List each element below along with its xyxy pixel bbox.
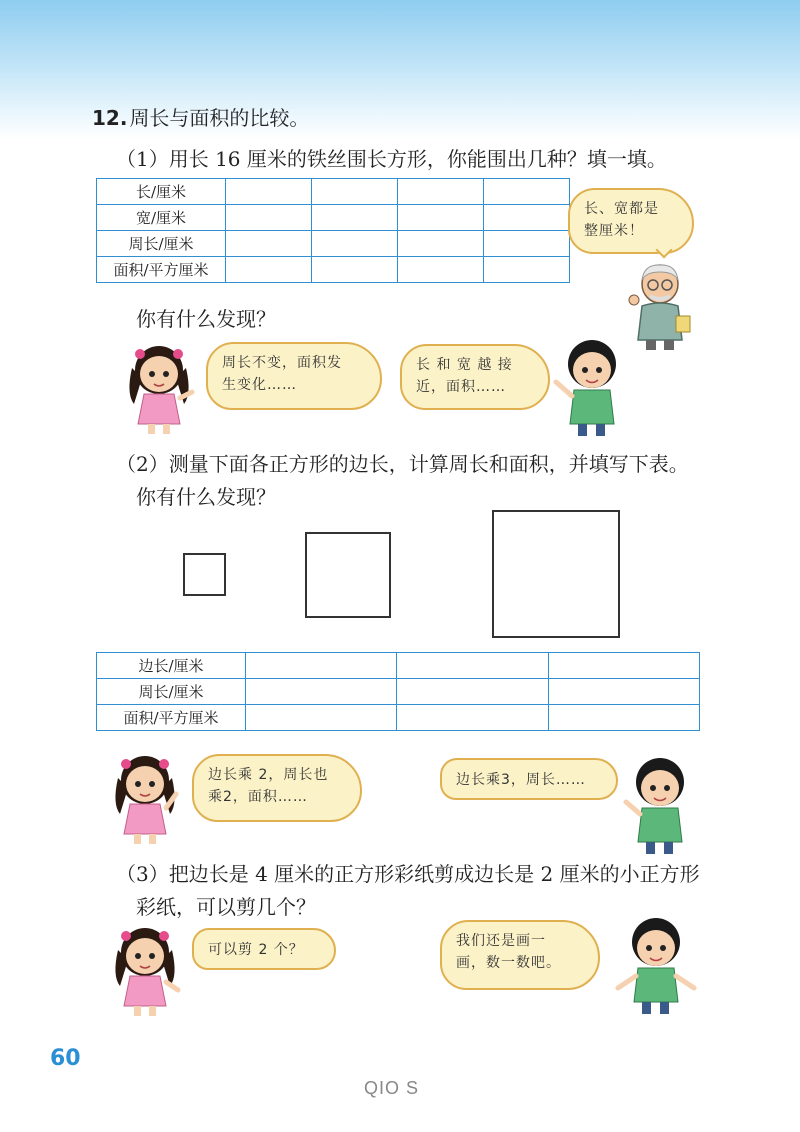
blank-cell[interactable] <box>397 653 548 679</box>
small-square <box>183 553 226 596</box>
question-2-line-2: 你有什么发现？ <box>136 485 276 509</box>
girl-figure <box>118 338 200 438</box>
girl-figure <box>104 748 186 848</box>
blank-cell[interactable] <box>398 205 484 231</box>
table-squares <box>96 652 700 731</box>
problem-title-text: 周长与面积的比较。 <box>129 106 310 130</box>
bubble-line: 边长乘 2，周长也 <box>208 767 329 783</box>
blank-cell[interactable] <box>226 179 312 205</box>
row-label: 宽/厘米 <box>97 205 226 231</box>
blank-cell[interactable] <box>226 231 312 257</box>
blank-cell[interactable] <box>312 179 398 205</box>
blank-cell[interactable] <box>397 705 548 731</box>
row-label: 周长/厘米 <box>97 231 226 257</box>
blank-cell[interactable] <box>484 257 570 283</box>
table-row <box>97 705 700 731</box>
question-2-line-1: （2）测量下面各正方形的边长，计算周长和面积，并填写下表。 <box>116 452 689 476</box>
blank-cell[interactable] <box>226 205 312 231</box>
question-1: （1）用长 16 厘米的铁丝围长方形，你能围出几种？填一填。 <box>116 147 667 171</box>
bubble-line: 边长乘3，周长…… <box>456 772 586 788</box>
girl-figure <box>104 920 186 1020</box>
row-label: 边长/厘米 <box>97 653 246 679</box>
question-3-line-1: （3）把边长是 4 厘米的正方形彩纸剪成边长是 2 厘米的小正方形 <box>116 862 700 886</box>
table-row <box>97 205 570 231</box>
table-row <box>97 257 570 283</box>
problem-title <box>92 102 309 131</box>
blank-cell[interactable] <box>484 179 570 205</box>
row-label: 周长/厘米 <box>97 679 246 705</box>
row-label: 面积/平方厘米 <box>97 705 246 731</box>
boy-speech-bubble-2 <box>440 758 618 800</box>
bubble-line: 可以剪 2 个？ <box>208 942 304 958</box>
blank-cell[interactable] <box>398 179 484 205</box>
blank-cell[interactable] <box>226 257 312 283</box>
discover-prompt: 你有什么发现？ <box>136 307 276 331</box>
boy-speech-bubble-3 <box>440 920 600 990</box>
row-label: 面积/平方厘米 <box>97 257 226 283</box>
girl-speech-bubble-1 <box>206 342 382 410</box>
blank-cell[interactable] <box>312 205 398 231</box>
bubble-line: 近，面积…… <box>416 379 506 395</box>
blank-cell[interactable] <box>548 705 699 731</box>
blank-cell[interactable] <box>484 231 570 257</box>
bubble-line: 我们还是画一 <box>456 933 546 949</box>
boy-figure <box>548 332 634 440</box>
problem-number: 12. <box>92 106 128 130</box>
blank-cell[interactable] <box>246 705 397 731</box>
blank-cell[interactable] <box>246 653 397 679</box>
medium-square <box>305 532 391 618</box>
blank-cell[interactable] <box>398 231 484 257</box>
blank-cell[interactable] <box>548 679 699 705</box>
table-row <box>97 179 570 205</box>
blank-cell[interactable] <box>246 679 397 705</box>
bubble-line: 整厘米！ <box>584 223 644 239</box>
girl-speech-bubble-3 <box>192 928 336 970</box>
bubble-line: 乘2，面积…… <box>208 789 308 805</box>
teacher-speech-bubble <box>568 188 694 254</box>
blank-cell[interactable] <box>398 257 484 283</box>
blank-cell[interactable] <box>397 679 548 705</box>
boy-speech-bubble-1 <box>400 344 550 410</box>
blank-cell[interactable] <box>312 257 398 283</box>
bubble-line: 长、宽都是 <box>584 201 659 217</box>
bubble-line: 长 和 宽 越 接 <box>416 357 513 373</box>
boy-figure <box>616 750 702 858</box>
table-row <box>97 653 700 679</box>
bubble-line: 画，数一数吧。 <box>456 955 561 971</box>
table-row <box>97 231 570 257</box>
bubble-line: 周长不变，面积发 <box>222 355 342 371</box>
blank-cell[interactable] <box>484 205 570 231</box>
boy-figure <box>610 910 700 1018</box>
blank-cell[interactable] <box>312 231 398 257</box>
table-row <box>97 679 700 705</box>
bubble-line: 生变化…… <box>222 377 297 393</box>
table-rectangles <box>96 178 570 283</box>
row-label: 长/厘米 <box>97 179 226 205</box>
page-number: 60 <box>50 1046 81 1071</box>
girl-speech-bubble-2 <box>192 754 362 822</box>
question-3-line-2: 彩纸，可以剪几个？ <box>136 895 316 919</box>
footer-mark: QIO S <box>364 1078 420 1098</box>
large-square <box>492 510 620 638</box>
blank-cell[interactable] <box>548 653 699 679</box>
bubble-tail <box>656 242 673 259</box>
